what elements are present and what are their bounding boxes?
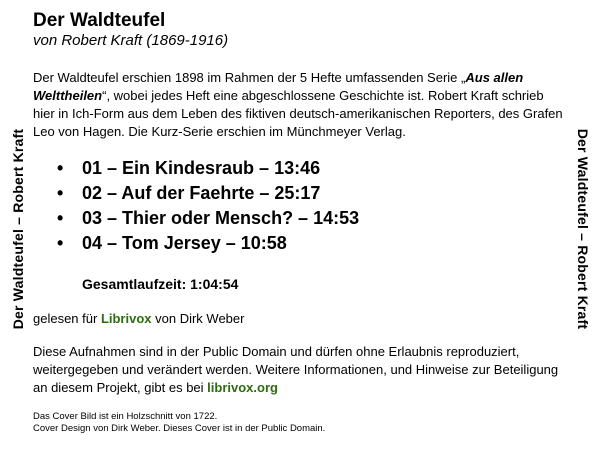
reader-credit [33,311,565,327]
public-domain-notice [33,343,565,397]
bullet-icon: • [57,208,64,228]
intro-text-start: Der Waldteufel erschien 1898 im Rahmen der 5 Hefte umfassenden Serie „ [33,70,466,85]
track-item [57,156,565,181]
series-name: Aus allen Welttheilen [33,70,524,103]
track-title: 01 – Ein Kindesraub – 13:46 [82,158,321,178]
track-item [57,181,565,206]
intro-paragraph [33,69,565,141]
librivox-url: librivox.org [207,380,278,395]
bullet-icon: • [57,158,64,178]
book-author: von Robert Kraft (1869-1916) [33,32,229,49]
reader-suffix: von Dirk Weber [151,311,245,326]
intro-text-end: “, wobei jedes Heft eine abgeschlossene Geschichte ist. Robert Kraft schrieb hier in Ich-Form aus dem Leben des fiktiven deutsch-amerikanischen Reporters, des Grafen Leo von Hagen. Die Kurz-Serie erschien im Münchmeyer Verlag. [33,88,563,139]
track-list [33,156,565,256]
side-label-right [568,0,598,457]
track-title: 02 – Auf der Faehrte – 25:17 [82,183,321,203]
cover-note-line-1: Das Cover Bild ist ein Holzschnitt von 1722. [33,411,218,422]
side-label-left-text: Der Waldteufel – Robert Kraft [10,128,26,329]
cover-content [33,10,565,435]
librivox-name: Librivox [100,311,152,326]
track-item [57,206,565,231]
bullet-icon: • [57,233,64,253]
rights-text: Diese Aufnahmen sind in der Public Domain und dürfen ohne Erlaubnis reproduziert, weitergegeben und verändert werden. Weitere Informationen, und Hinweise zur Beteiligung an diesem Projekt, gibt es bei [33,344,559,395]
cover-note [33,411,565,435]
side-label-left [3,0,33,457]
total-runtime: Gesamtlaufzeit: 1:04:54 [82,276,239,292]
side-label-right-text: Der Waldteufel – Robert Kraft [575,128,591,329]
bullet-icon: • [57,183,64,203]
track-title: 03 – Thier oder Mensch? – 14:53 [82,208,360,228]
book-title: Der Waldteufel [33,10,166,31]
track-title: 04 – Tom Jersey – 10:58 [82,233,287,253]
track-item [57,231,565,256]
cover-note-line-2: Cover Design von Dirk Weber. Dieses Cover ist in der Public Domain. [33,423,326,434]
reader-prefix: gelesen für [33,311,101,326]
